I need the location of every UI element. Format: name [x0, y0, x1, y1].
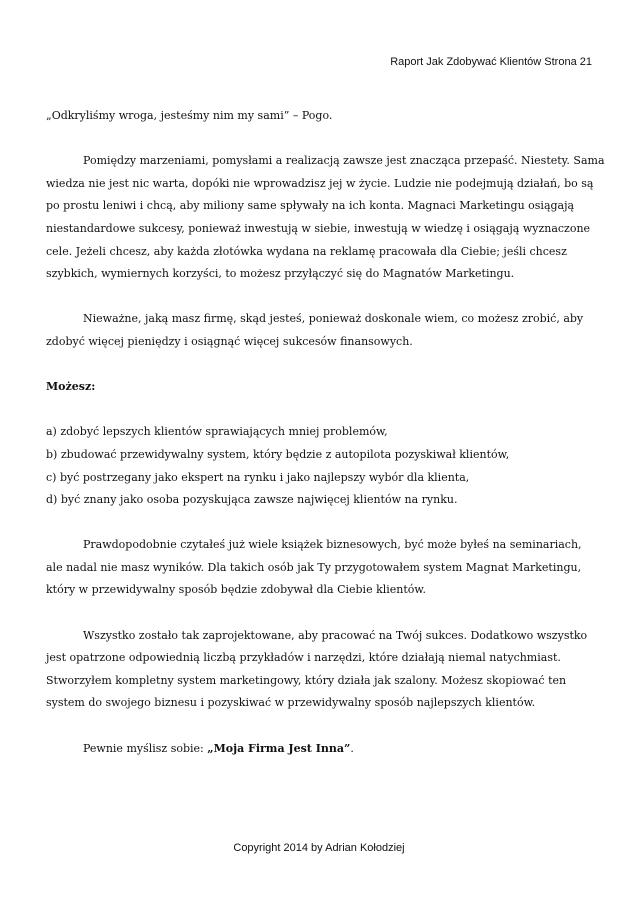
list-item: c) być postrzegany jako ekspert na rynku i jako najlepszy wybór dla klienta, — [46, 470, 470, 484]
paragraph-1 — [46, 150, 605, 286]
paragraph-line: niestandardowe sukcesy, ponieważ inwestują w siebie, inwestują w wiedzę i osiągają wyznaczone — [46, 221, 591, 235]
page-footer: Copyright 2014 by Adrian Kołodziej — [233, 842, 405, 854]
paragraph-line: system do swojego biznesu i pozyskiwać w przewidywalny sposób najlepszych klientów. — [46, 696, 536, 710]
paragraph-2 — [46, 308, 594, 353]
paragraph-line: który w przewidywalny sposób będzie zdobywał dla Ciebie klientów. — [46, 583, 427, 597]
paragraph-line: jest opatrzone odpowiednią liczbą przykładów i narzędzi, które działają niemal natychmiast. — [46, 651, 561, 665]
document-body — [46, 105, 605, 783]
paragraph-4 — [46, 625, 594, 715]
list-item: a) zdobyć lepszych klientów sprawiających mniej problemów, — [46, 425, 388, 439]
page-header: Raport Jak Zdobywać Klientów Strona 21 — [390, 56, 592, 68]
paragraph-line: zdobyć więcej pieniędzy i osiągnąć więcej sukcesów finansowych. — [46, 334, 413, 348]
paragraph-line: wiedza nie jest nic warta, dopóki nie wprowadzisz jej w życie. Ludzie nie podejmują działań, bo są — [46, 176, 594, 190]
paragraph-5 — [46, 738, 594, 761]
paragraph-5-suffix: . — [350, 741, 354, 755]
list-item: b) zbudować przewidywalny system, który będzie z autopilota pozyskiwał klientów, — [46, 447, 510, 461]
paragraph-5-prefix: Pewnie myślisz sobie: — [83, 741, 208, 755]
paragraph-line: Nieważne, jaką masz firmę, skąd jesteś, ponieważ doskonale wiem, co możesz zrobić, aby — [83, 312, 584, 326]
paragraph-line: Prawdopodobnie czytałeś już wiele książek biznesowych, być może byłeś na seminariach, — [83, 538, 582, 552]
paragraph-line: Stworzyłem kompletny system marketingowy, który działa jak szalony. Możesz skopiować ten — [46, 673, 567, 687]
paragraph-line: ale nadal nie masz wyników. Dla takich osób jak Ty przygotowałem system Magnat Marketingu, — [46, 560, 582, 574]
quote: „Odkryliśmy wroga, jesteśmy nim my sami” – Pogo. — [46, 109, 333, 122]
list-item: d) być znany jako osoba pozyskująca zawsze najwięcej klientów na rynku. — [46, 493, 458, 507]
paragraph-line: Wszystko zostało tak zaprojektowane, aby pracować na Twój sukces. Dodatkowo wszystko — [83, 628, 588, 642]
paragraph-line: cele. Jeżeli chcesz, aby każda złotówka wydana na reklamę pracowała dla Ciebie; jeśli chcesz — [46, 244, 567, 258]
paragraph-line: po prostu leniwi i chcą, aby miliony same spływały na ich konta. Magnaci Marketingu osiągają — [46, 199, 575, 213]
section-heading: Możesz: — [46, 380, 96, 394]
paragraph-3 — [46, 534, 594, 602]
paragraph-line: Pomiędzy marzeniami, pomysłami a realizacją zawsze jest znacząca przepaść. Niestety. Sama — [83, 154, 605, 168]
paragraph-5-emphasis: „Moja Firma Jest Inna” — [207, 741, 351, 755]
paragraph-line — [46, 738, 594, 761]
paragraph-line: szybkich, wymiernych korzyści, to możesz przyłączyć się do Magnatów Marketingu. — [46, 267, 515, 281]
benefits-list — [46, 421, 594, 511]
